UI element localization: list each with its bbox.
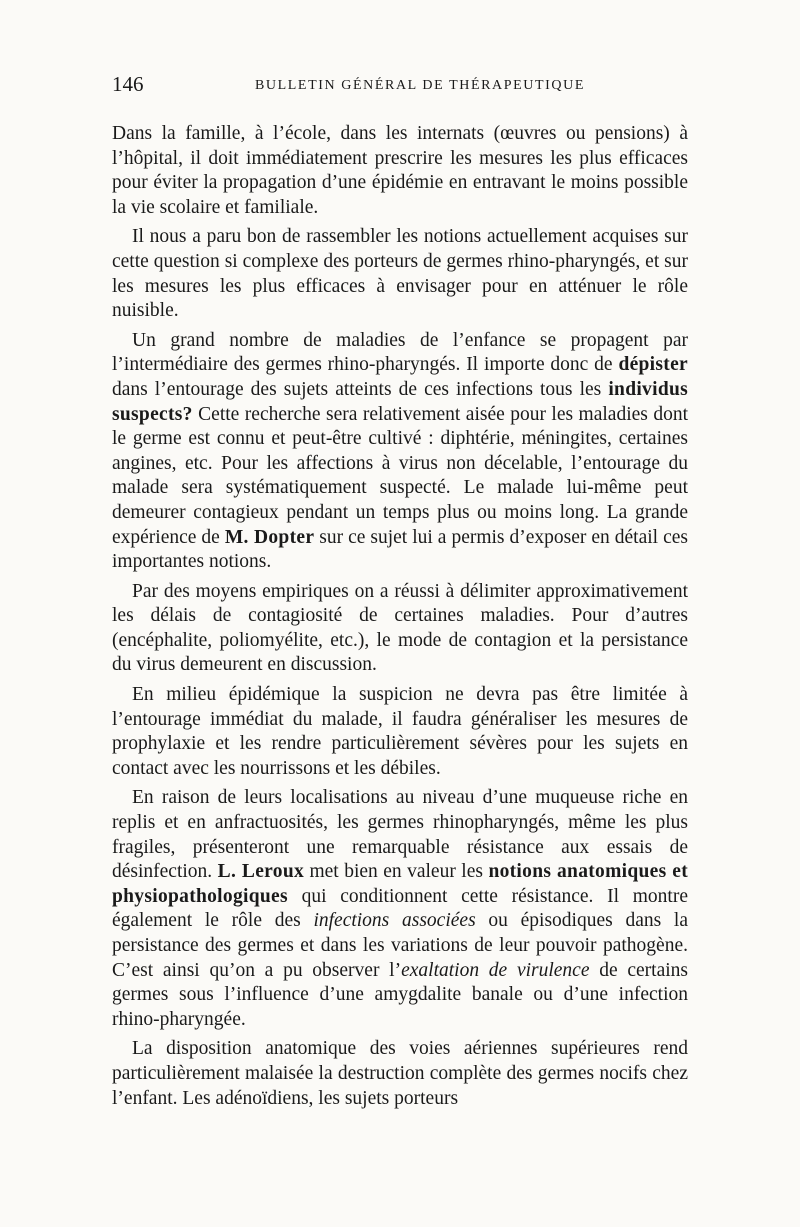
bold-term: individus suspects? [112, 378, 688, 425]
bold-term: L. Leroux [217, 861, 305, 883]
italic-term: infections associées [313, 910, 476, 932]
text-run: En raison de leurs localisations au niveau d’une muqueuse riche en replis et en anfractuosités, les germes rhinopharyngés, même les plus fragiles, présenteront une remarquable résistance aux essais de désinfection. [112, 787, 688, 883]
paragraph [112, 329, 688, 575]
text-run: En milieu épidémique la suspicion ne devra pas être limitée à l’entourage immédiat du malade, il faudra généraliser les mesures de prophylaxie et les rendre particulièrement sévères pour les sujets en contact avec les nourrissons et les débiles. [112, 684, 688, 779]
text-run: La disposition anatomique des voies aériennes supérieures rend particulièrement malaisée la destruction complète des germes nocifs chez l’enfant. Les adénoïdiens, les sujets porteurs [112, 1038, 688, 1109]
bold-term: M. Dopter [224, 526, 315, 548]
text-run: Un grand nombre de maladies de l’enfance se propagent par l’intermédiaire des germes rhino-pharyngés. Il importe donc de [112, 329, 688, 376]
text-run: Par des moyens empiriques on a réussi à délimiter approximativement les délais de contagiosité de certaines maladies. Pour d’autres (encéphalite, poliomyélite, etc.), le mode de contagion et la persistance du virus demeurent en discussion. [112, 580, 688, 676]
journal-title: BULLETIN GÉNÉRAL DE THÉRAPEUTIQUE [254, 78, 586, 93]
paragraph [112, 122, 688, 220]
text-run: de certains germes sous l’influence d’une amygdalite banale ou d’une infection rhino-pharyngée. [112, 959, 689, 1030]
page-number: 146 [112, 72, 144, 96]
text-run: sur ce sujet lui a permis d’exposer en détail ces importantes notions. [112, 526, 688, 573]
paragraph [112, 683, 688, 781]
paragraph [112, 786, 688, 1032]
text-run: Cette recherche sera relativement aisée pour les maladies dont le germe est connu et peut-être cultivé : diphtérie, méningites, certaines angines, etc. Pour les affections à virus non décelable, l’entourage du malade sera systématiquement suspecté. Le malade lui-même peut demeurer contagieux pendant un temps plus ou moins long. La grande expérience de [112, 403, 688, 548]
text-run: met bien en valeur les [304, 861, 489, 883]
bold-term: dépister [618, 354, 688, 376]
paragraph [112, 1037, 688, 1111]
bold-term: notions anatomiques et physiopathologiques [112, 861, 688, 907]
paragraph [112, 580, 688, 678]
body-text [112, 122, 688, 1111]
text-run: qui conditionnent cette résistance. Il montre également le rôle des [112, 885, 688, 932]
text-run: dans l’entourage des sujets atteints de ces infections tous les [112, 378, 609, 400]
italic-term: exaltation de virulence [401, 959, 590, 981]
text-run: Il nous a paru bon de rassembler les notions actuellement acquises sur cette question si complexe des porteurs de germes rhino-pharyngés, et sur les mesures les plus efficaces à envisager pour en atténuer le rôle nuisible. [112, 226, 688, 322]
text-run: ou épisodiques dans la persistance des germes et dans les variations de leur pouvoir pathogène. C’est ainsi qu’on a pu observer l’ [112, 910, 689, 981]
text-run: Dans la famille, à l’école, dans les internats (œuvres ou pensions) à l’hôpital, il doit immédiatement prescrire les mesures les plus efficaces pour éviter la propagation d’une épidémie en entravant le moins possible la vie scolaire et familiale. [112, 123, 688, 218]
paragraph [112, 225, 688, 323]
running-head [112, 72, 688, 102]
